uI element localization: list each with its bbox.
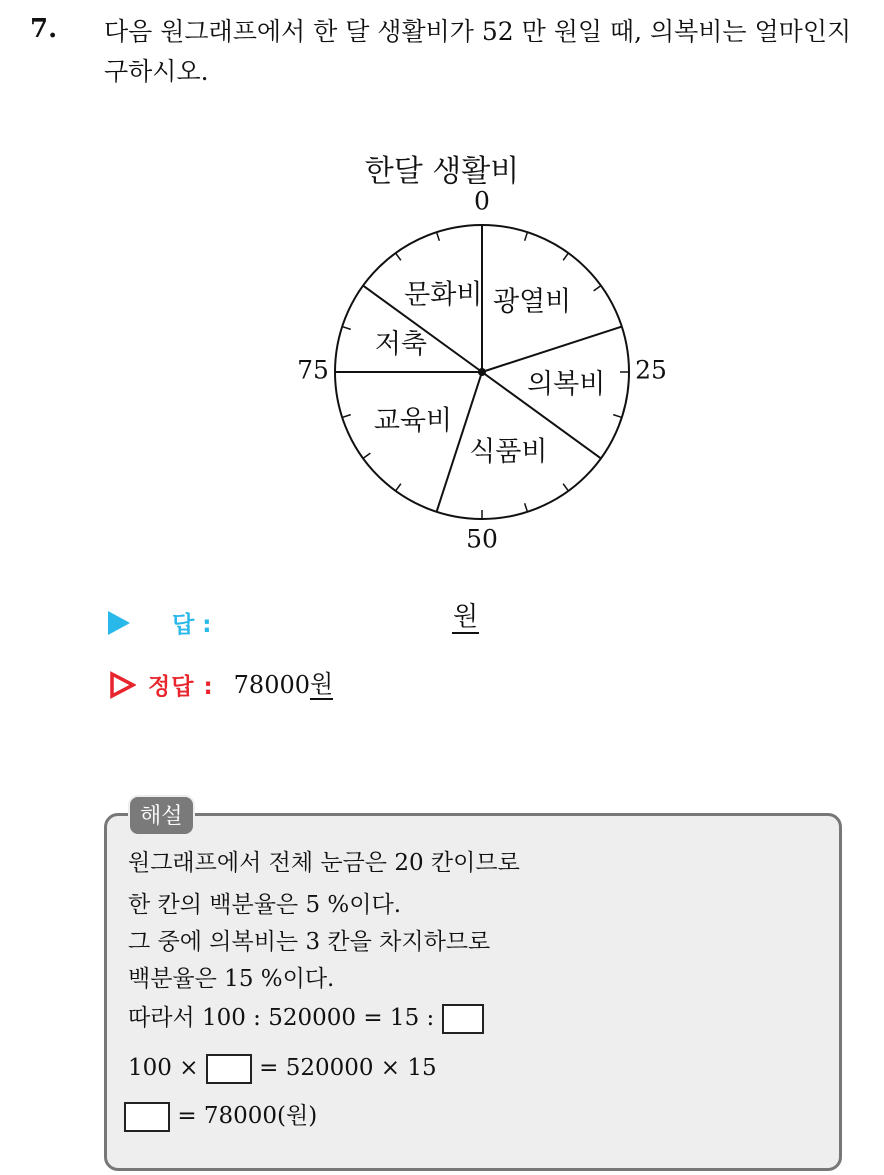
- pie-scale-label: 0: [474, 190, 490, 216]
- question-line-1: 다음 원그래프에서 한 달 생활비가 52 만 원일 때, 의복비는 얼마인지: [104, 17, 852, 46]
- explanation-tab: 해설: [128, 795, 195, 836]
- pie-tick: [342, 327, 351, 330]
- explanation-line-1: 원그래프에서 전체 눈금은 20 칸이므로: [128, 850, 520, 876]
- correct-answer-unit: 원: [310, 669, 334, 698]
- equation-2-left: 100 ×: [128, 1055, 199, 1081]
- pie-chart: [280, 190, 680, 560]
- pie-slice-label: 교육비: [373, 405, 453, 437]
- pie-slice-label: 문화비: [404, 279, 483, 311]
- question-number: 7.: [30, 14, 58, 44]
- chart-title: 한달 생활비: [364, 154, 520, 189]
- pie-tick: [342, 415, 351, 418]
- pie-tick: [613, 415, 622, 418]
- explanation-equation-2: [128, 1053, 437, 1084]
- pie-tick: [594, 286, 601, 291]
- pie-tick: [563, 484, 568, 491]
- pie-scale-label: 25: [635, 355, 667, 385]
- equation-2-right: = 520000 × 15: [259, 1055, 437, 1081]
- correct-answer-value: 78000: [233, 670, 311, 699]
- answer-row: [108, 606, 211, 639]
- correct-answer-row: [108, 668, 333, 701]
- pie-scale-label: 50: [466, 524, 498, 554]
- pie-tick: [563, 253, 568, 260]
- pie-scale-label: 75: [297, 355, 329, 385]
- blank-box: [124, 1102, 170, 1132]
- answer-label: 답 :: [172, 612, 212, 638]
- pie-tick: [396, 484, 401, 491]
- blank-box: [206, 1054, 252, 1084]
- answer-unit: 원: [453, 602, 479, 632]
- equation-3-right: = 78000(원): [177, 1103, 318, 1129]
- filled-triangle-icon: [108, 611, 130, 635]
- explanation-line-3: 그 중에 의복비는 3 칸을 차지하므로: [128, 929, 491, 955]
- pie-slice-label: 저축: [374, 329, 427, 361]
- pie-slice-label: 의복비: [527, 368, 606, 400]
- pie-tick: [396, 253, 401, 260]
- pie-tick: [363, 453, 370, 458]
- pie-tick: [437, 232, 440, 241]
- equation-1-text: 따라서 100 : 520000 = 15 :: [128, 1005, 435, 1031]
- pie-slice-label: 광열비: [492, 286, 572, 318]
- pie-slice-label: 식품비: [469, 436, 548, 468]
- pie-center-dot: [478, 368, 486, 376]
- explanation-line-2: 한 칸의 백분율은 5 %이다.: [128, 892, 402, 918]
- question-text: [104, 12, 874, 92]
- pie-tick: [525, 232, 528, 241]
- correct-answer-label: 정답 :: [148, 674, 214, 700]
- explanation-equation-3: [124, 1101, 317, 1132]
- explanation-line-4: 백분율은 15 %이다.: [128, 966, 335, 992]
- pie-tick: [525, 503, 528, 512]
- question-line-2: 구하시오.: [104, 57, 209, 86]
- explanation-equation-1: [128, 1003, 484, 1034]
- outline-triangle-icon: [108, 671, 136, 699]
- blank-box: [442, 1004, 484, 1034]
- pie-slice-boundary: [482, 327, 622, 372]
